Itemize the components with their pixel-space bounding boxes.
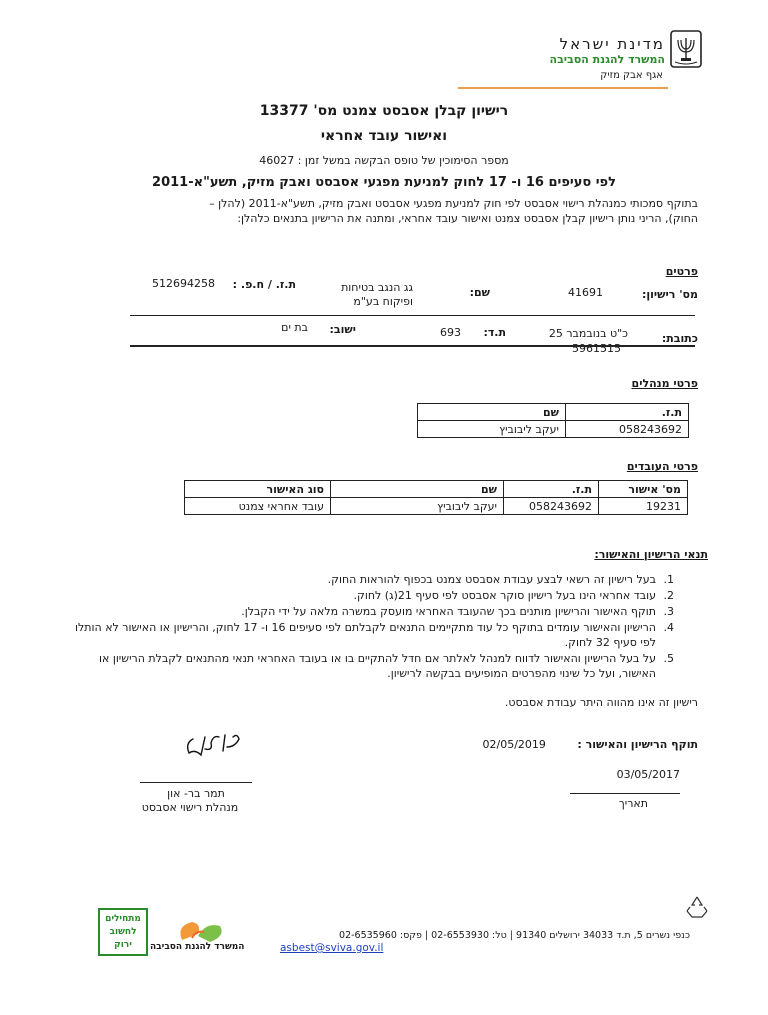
intro-line: בתוקף סמכותי כמנהלת רישוי אסבסט לפי חוק למניעת מפגעי אסבסט ואבק מזיק, תשע"א-2011 (להלן – <box>209 197 698 210</box>
footer-email-link[interactable]: asbest@sviva.gov.il <box>280 942 384 954</box>
header-department: אגף אבק מזיק <box>600 70 663 81</box>
id-value: 512694258 <box>152 277 215 290</box>
address-label: כתובת: <box>661 332 698 345</box>
conditions-list <box>74 572 674 682</box>
condition-number: 5. <box>663 652 674 665</box>
document-title: רישיון קבלן אסבסט צמנט מס' 13377 <box>259 103 509 119</box>
condition-text: על בעל הרישיון והאישור לדווח למנהל לאלתר אם חדל להתקיים בו או בעובד האחראי תנאי מהתנאים לקבלת הרישיון או האישור, ועל כל שינוי מהפרטים המופיעים בבקשה לרישיון. <box>98 652 656 680</box>
condition-text: בעל רישיון זה רשאי לבצע עבודת אסבסט צמנט בכפוף להוראות החוק. <box>327 573 656 586</box>
condition-text: תוקף האישור והרישיון מותנים בכך שהעובד האחראי מועסק במשרה מלאה על ידי הקבלן. <box>241 605 656 618</box>
worker-id: 058243692 <box>504 498 599 515</box>
document-subtitle: ואישור עובד אחראי <box>320 128 448 144</box>
license-number-value: 41691 <box>568 286 603 299</box>
column-header-permit: מס' אישור <box>599 481 688 498</box>
date-label: תאריך <box>618 797 648 810</box>
city-value: בת ים <box>281 321 308 334</box>
condition-number: 4. <box>663 621 674 634</box>
condition-item <box>74 604 674 619</box>
intro-paragraph <box>78 196 698 226</box>
address-divider <box>130 345 695 347</box>
column-header-id: ת.ז. <box>566 404 689 421</box>
header-state-name: מדינת ישראל <box>559 35 665 53</box>
validity-date: 02/05/2019 <box>482 738 546 751</box>
worker-permit-type: עובד אחראי צמנט <box>185 498 331 515</box>
worker-name: יעקב ליבוביץ <box>331 498 504 515</box>
managers-table <box>417 403 689 438</box>
header-divider <box>458 87 668 89</box>
conditions-title: תנאי הרישיון והאישור: <box>594 548 708 561</box>
condition-number: 2. <box>663 589 674 602</box>
signatory-name: תמר בר- און <box>167 787 225 800</box>
manager-name: יעקב ליבוביץ <box>418 421 566 438</box>
condition-number: 3. <box>663 605 674 618</box>
date-underline <box>570 793 680 794</box>
condition-item <box>74 588 674 603</box>
validity-label: תוקף הרישיון והאישור : <box>577 738 698 751</box>
column-header-name: שם <box>331 481 504 498</box>
issue-date: 03/05/2017 <box>616 768 680 781</box>
condition-item <box>74 651 674 681</box>
name-value-line2: ופיקוח בע"מ <box>353 295 413 308</box>
worker-permit: 19231 <box>599 498 688 515</box>
name-value-line1: גג הנגב בטיחות <box>341 281 413 294</box>
condition-number: 1. <box>663 573 674 586</box>
address-street: כ"ט בנובמבר 25 <box>548 327 628 340</box>
intro-line: החוק), הריני נותן רישיון קבלן אסבסט צמנט ואישור עובד אחראי, ומתנה את הרישיון בתנאים כלהלן: <box>237 212 698 225</box>
condition-text: הרישיון והאישור עומדים בתוקף כל עוד מתקיימים התנאים לקבלתם לפי סעיפים 16 ו- 17 לחוק, והרישיון או האישור לא הותלו לפי סעיף 32 לחוק. <box>75 621 656 649</box>
table-header-row <box>185 481 688 498</box>
details-section-title: פרטים <box>665 265 698 278</box>
city-label: ישוב: <box>329 323 356 336</box>
signature-underline <box>140 782 252 783</box>
green-logo <box>98 908 148 956</box>
green-logo-text: מתחילים לחשוב ירוק <box>105 914 141 950</box>
name-label: שם: <box>469 286 490 299</box>
workers-table <box>184 480 688 515</box>
details-divider <box>130 315 695 316</box>
column-header-name: שם <box>418 404 566 421</box>
address-zip: 5961515 <box>572 342 621 355</box>
condition-text: עובד אחראי הינו בעל רישיון סוקר אסבסט לפי סעיף 21(ג) לחוק. <box>353 589 656 602</box>
table-header-row <box>418 404 689 421</box>
license-note: רישיון זה אינו מהווה היתר עבודת אסבסט. <box>504 696 698 709</box>
condition-item <box>74 620 674 650</box>
column-header-type: סוג האישור <box>185 481 331 498</box>
po-box-label: ת.ד: <box>483 326 506 339</box>
managers-section-title: פרטי מנהלים <box>631 377 698 390</box>
table-row <box>418 421 689 438</box>
handwritten-signature <box>175 725 245 765</box>
validity-line <box>483 738 698 751</box>
recycle-icon <box>684 895 710 919</box>
id-label: ת.ז. / ח.פ. : <box>232 278 296 291</box>
footer-address: כנפי נשרים 5, ת.ד 34033 ירושלים 91340 | טל: 02-6553930 | פקס: 02-6535960 <box>339 930 690 941</box>
condition-item <box>74 572 674 587</box>
reference-number: מספר הסימוכין של טופס הבקשה במשל זמן : 46027 <box>259 154 509 167</box>
legal-basis-title: לפי סעיפים 16 ו- 17 לחוק למניעת מפגעי אסבסט ואבק מזיק, תשע"א-2011 <box>152 175 616 190</box>
po-box-value: 693 <box>440 326 461 339</box>
workers-section-title: פרטי העובדים <box>626 460 698 473</box>
header-ministry-name: המשרד להגנת הסביבה <box>549 53 665 66</box>
table-row <box>185 498 688 515</box>
license-number-label: מס' רישיון: <box>641 288 698 301</box>
manager-id: 058243692 <box>566 421 689 438</box>
column-header-id: ת.ז. <box>504 481 599 498</box>
state-emblem-icon <box>670 30 702 68</box>
signatory-role: מנהלת רישוי אסבסט <box>141 801 239 814</box>
ministry-logo-text: המשרד להגנת הסביבה <box>150 942 245 952</box>
